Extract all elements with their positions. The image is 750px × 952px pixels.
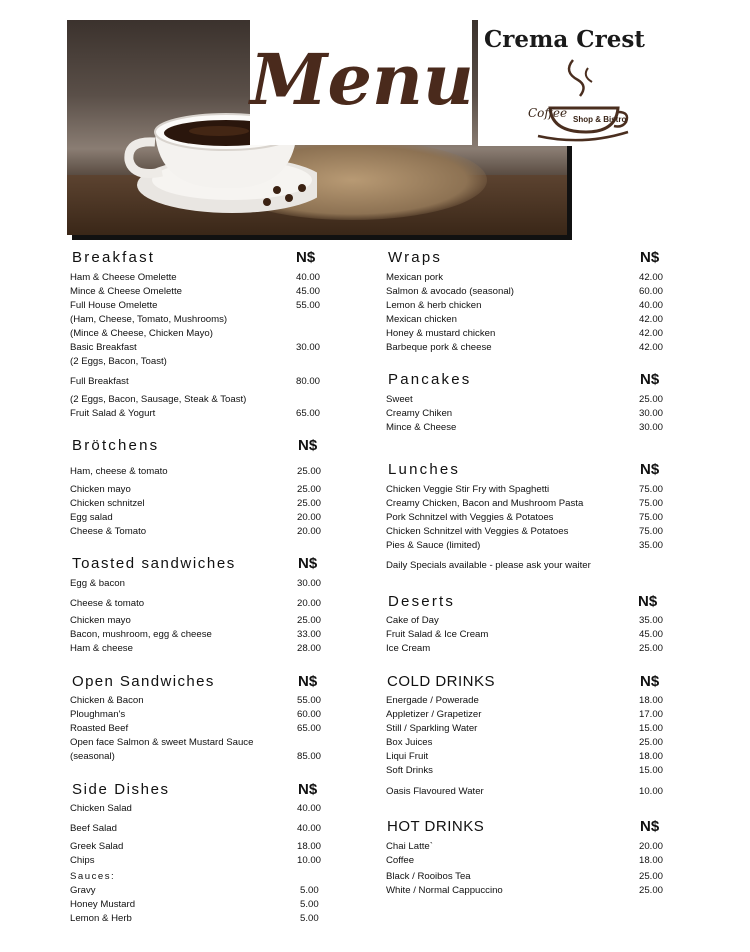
item-price: 5.00 xyxy=(300,913,319,924)
menu-item: Cheese & tomato xyxy=(70,598,145,609)
menu-title-box xyxy=(250,20,472,145)
item-price: 42.00 xyxy=(639,272,664,283)
menu-item: Soft Drinks xyxy=(386,765,433,776)
item-price: 18.00 xyxy=(297,841,322,852)
brand-logo xyxy=(478,20,658,146)
section-title: Side Dishes xyxy=(72,781,170,798)
item-price: 28.00 xyxy=(297,643,322,654)
menu-item: Creamy Chiken xyxy=(386,408,453,419)
menu-item: Ice Cream xyxy=(386,643,431,654)
menu-item: Still / Sparkling Water xyxy=(386,723,478,734)
item-price: 18.00 xyxy=(639,695,664,706)
item-price: 25.00 xyxy=(639,885,664,896)
menu-item: Barbeque pork & cheese xyxy=(386,342,492,353)
item-price: 35.00 xyxy=(639,615,664,626)
item-price: 40.00 xyxy=(297,823,322,834)
item-price: 25.00 xyxy=(639,394,664,405)
menu-item: Mexican pork xyxy=(386,272,444,283)
menu-item: Egg & bacon xyxy=(70,578,125,589)
item-price: 45.00 xyxy=(639,629,664,640)
item-price: 18.00 xyxy=(639,751,664,762)
item-price: 85.00 xyxy=(297,751,322,762)
item-price: 75.00 xyxy=(639,498,664,509)
item-price: 10.00 xyxy=(639,786,664,797)
menu-item: Chicken schnitzel xyxy=(70,498,145,509)
menu-item: Honey & mustard chicken xyxy=(386,328,496,339)
item-price: 10.00 xyxy=(297,855,322,866)
item-price: 18.00 xyxy=(639,855,664,866)
menu-item: Creamy Chicken, Bacon and Mushroom Pasta xyxy=(386,498,584,509)
menu-item: Bacon, mushroom, egg & cheese xyxy=(70,629,212,640)
menu-item: Ham, cheese & tomato xyxy=(70,466,168,477)
menu-item: Mince & Cheese xyxy=(386,422,457,433)
item-price: 40.00 xyxy=(296,272,321,283)
currency-label: N$ xyxy=(640,249,660,266)
item-price: 25.00 xyxy=(297,466,322,477)
brand-subtitle: Shop & Bistro xyxy=(573,115,627,124)
menu-item: Honey Mustard xyxy=(70,899,136,910)
currency-label: N$ xyxy=(298,673,318,690)
item-price: 30.00 xyxy=(297,578,322,589)
item-price: 20.00 xyxy=(297,598,322,609)
section-title: Toasted sandwiches xyxy=(72,555,236,572)
menu-item: Chicken Veggie Stir Fry with Spaghetti xyxy=(386,484,550,495)
item-price: 65.00 xyxy=(297,723,322,734)
menu-item: Greek Salad xyxy=(70,841,124,852)
item-price: 42.00 xyxy=(639,342,664,353)
item-price: 75.00 xyxy=(639,512,664,523)
currency-label: N$ xyxy=(640,673,660,690)
item-price: 55.00 xyxy=(297,695,322,706)
item-price: 20.00 xyxy=(297,512,322,523)
menu-item: Beef Salad xyxy=(70,823,117,834)
menu-item: Cheese & Tomato xyxy=(70,526,147,537)
section-title: Pancakes xyxy=(388,371,472,388)
item-price: 20.00 xyxy=(639,841,664,852)
item-price: 80.00 xyxy=(296,376,321,387)
menu-item: Chicken Schnitzel with Veggies & Potatoes xyxy=(386,526,569,537)
item-price: 65.00 xyxy=(296,408,321,419)
menu-item: Gravy xyxy=(70,885,96,896)
menu-item: Pies & Sauce (limited) xyxy=(386,540,481,551)
menu-item: Egg salad xyxy=(70,512,113,523)
item-price: 30.00 xyxy=(296,342,321,353)
brand-name: Crema Crest xyxy=(484,26,645,53)
menu-item: Chips xyxy=(70,855,95,866)
currency-label: N$ xyxy=(640,371,660,388)
item-price: 35.00 xyxy=(639,540,664,551)
currency-label: N$ xyxy=(298,555,318,572)
item-price: 25.00 xyxy=(639,737,664,748)
item-price: 15.00 xyxy=(639,765,664,776)
menu-item: Sweet xyxy=(386,394,413,405)
currency-label: N$ xyxy=(298,437,318,454)
menu-item: Liqui Fruit xyxy=(386,751,429,762)
menu-item: Chicken Salad xyxy=(70,803,132,814)
item-price: 17.00 xyxy=(639,709,664,720)
currency-label: N$ xyxy=(640,818,660,835)
item-price: 25.00 xyxy=(297,615,322,626)
item-price: 25.00 xyxy=(297,498,322,509)
menu-item: (Mince & Cheese, Chicken Mayo) xyxy=(70,328,213,339)
section-title: Breakfast xyxy=(72,249,156,266)
menu-item: Chicken & Bacon xyxy=(70,695,144,706)
menu-item: Chicken mayo xyxy=(70,615,131,626)
section-title: Open Sandwiches xyxy=(72,673,215,690)
item-price: 15.00 xyxy=(639,723,664,734)
item-price: 33.00 xyxy=(297,629,322,640)
menu-item: Energade / Powerade xyxy=(386,695,479,706)
menu-item: Fruit Salad & Ice Cream xyxy=(386,629,489,640)
currency-label: N$ xyxy=(298,781,318,798)
item-price: 25.00 xyxy=(639,871,664,882)
daily-specials-note: Daily Specials available - please ask your waiter xyxy=(386,560,591,571)
section-title: COLD DRINKS xyxy=(387,673,496,690)
menu-item: Open face Salmon & sweet Mustard Sauce xyxy=(70,737,254,748)
section-title: Wraps xyxy=(388,249,443,266)
item-price: 5.00 xyxy=(300,885,319,896)
menu-item: Chai Latte` xyxy=(386,841,433,852)
menu-item: (Ham, Cheese, Tomato, Mushrooms) xyxy=(70,314,228,325)
menu-item: (2 Eggs, Bacon, Toast) xyxy=(70,356,167,367)
brand-coffee: Coffee xyxy=(528,106,568,120)
menu-item: Salmon & avocado (seasonal) xyxy=(386,286,514,297)
menu-item: Black / Rooibos Tea xyxy=(386,871,471,882)
menu-item: Pork Schnitzel with Veggies & Potatoes xyxy=(386,512,554,523)
section-title: Deserts xyxy=(388,593,456,610)
menu-item: Ploughman's xyxy=(70,709,126,720)
item-price: 55.00 xyxy=(296,300,321,311)
menu-item: Box Juices xyxy=(386,737,433,748)
section-title: Brötchens xyxy=(72,437,160,454)
item-price: 25.00 xyxy=(639,643,664,654)
menu-item: Coffee xyxy=(386,855,415,866)
item-price: 60.00 xyxy=(297,709,322,720)
item-price: 75.00 xyxy=(639,526,664,537)
currency-label: N$ xyxy=(640,461,660,478)
menu-item: Appletizer / Grapetizer xyxy=(386,709,482,720)
menu-item: Roasted Beef xyxy=(70,723,129,734)
menu-item: Full House Omelette xyxy=(70,300,158,311)
item-price: 40.00 xyxy=(297,803,322,814)
sauces-label: Sauces: xyxy=(70,871,116,882)
item-price: 30.00 xyxy=(639,422,664,433)
menu-item: (seasonal) xyxy=(70,751,115,762)
menu-item: Fruit Salad & Yogurt xyxy=(70,408,156,419)
menu-item: Lemon & herb chicken xyxy=(386,300,482,311)
menu-item: White / Normal Cappuccino xyxy=(386,885,503,896)
item-price: 75.00 xyxy=(639,484,664,495)
item-price: 25.00 xyxy=(297,484,322,495)
section-title: HOT DRINKS xyxy=(387,818,485,835)
menu-item: Mexican chicken xyxy=(386,314,457,325)
menu-item: Full Breakfast xyxy=(70,376,129,387)
menu-item: Ham & cheese xyxy=(70,643,133,654)
menu-item: (2 Eggs, Bacon, Sausage, Steak & Toast) xyxy=(70,394,247,405)
item-price: 45.00 xyxy=(296,286,321,297)
item-price: 42.00 xyxy=(639,328,664,339)
item-price: 42.00 xyxy=(639,314,664,325)
menu-item: Basic Breakfast xyxy=(70,342,137,353)
currency-label: N$ xyxy=(638,593,658,610)
item-price: 30.00 xyxy=(639,408,664,419)
item-price: 5.00 xyxy=(300,899,319,910)
item-price: 20.00 xyxy=(297,526,322,537)
logo-cup-icon xyxy=(478,20,658,146)
menu-item: Ham & Cheese Omelette xyxy=(70,272,177,283)
currency-label: N$ xyxy=(296,249,316,266)
item-price: 60.00 xyxy=(639,286,664,297)
item-price: 40.00 xyxy=(639,300,664,311)
menu-item: Lemon & Herb xyxy=(70,913,132,924)
menu-title: Menu xyxy=(250,38,474,121)
menu-item: Oasis Flavoured Water xyxy=(386,786,484,797)
menu-item: Chicken mayo xyxy=(70,484,131,495)
menu-item: Mince & Cheese Omelette xyxy=(70,286,182,297)
section-title: Lunches xyxy=(388,461,461,478)
menu-item: Cake of Day xyxy=(386,615,439,626)
